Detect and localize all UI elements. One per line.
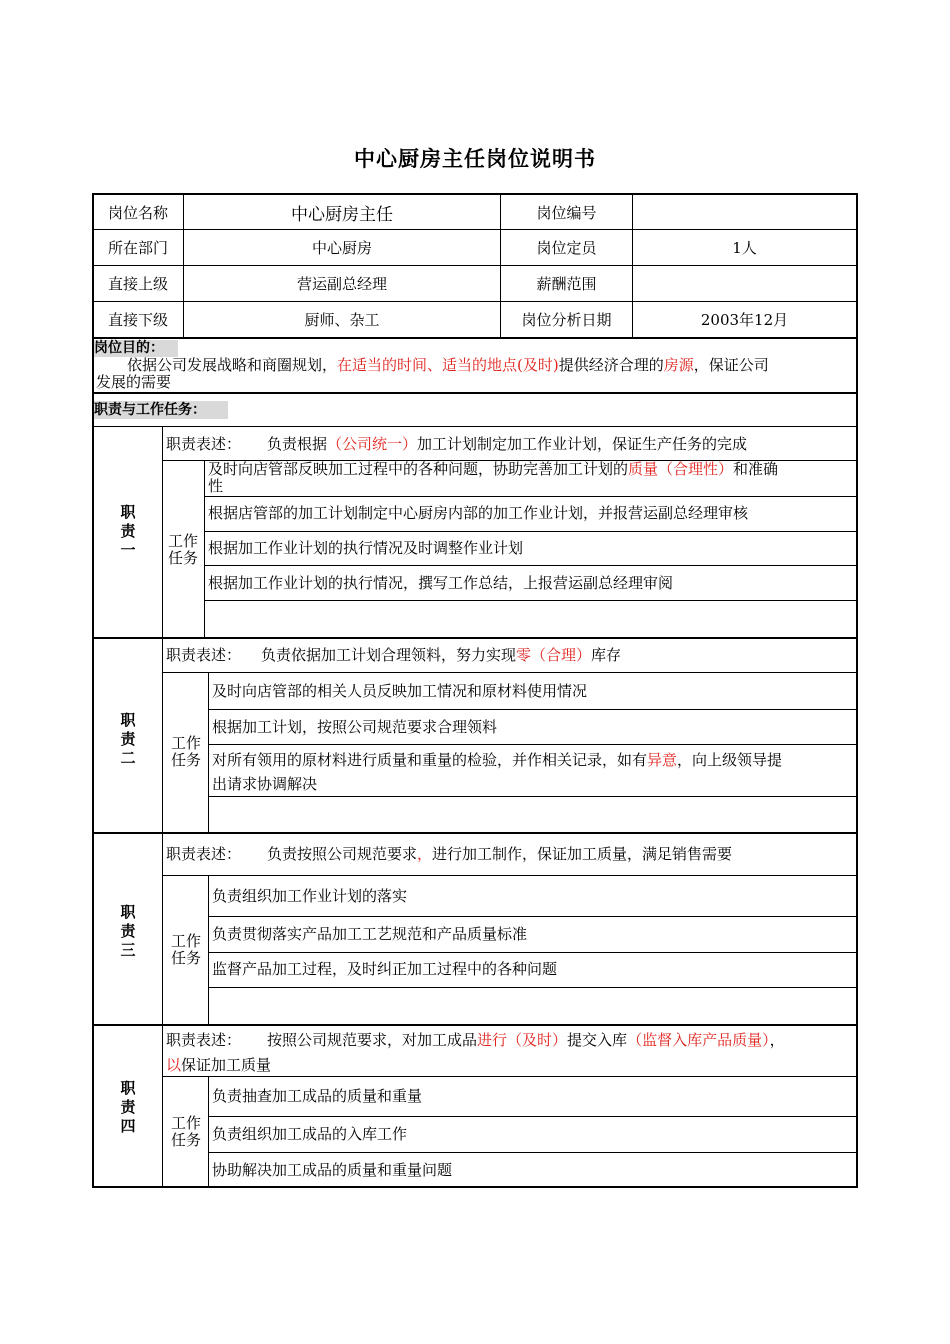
duty3-task-label: 工作 任务: [170, 932, 201, 967]
label-headcount: 岗位定员: [536, 239, 597, 257]
duty3-description: 职责表述： 负责按照公司规范要求，进行加工制作，保证加工质量，满足销售需要: [166, 845, 733, 863]
duty1-task-1: 及时向店管部反映加工过程中的各种问题，协助完善加工计划的质量（合理性）和准确 性: [208, 460, 779, 495]
value-department: 中心厨房: [311, 239, 372, 257]
duty2-task-1: 及时向店管部的相关人员反映加工情况和原材料使用情况: [212, 682, 588, 700]
purpose-text: 依据公司发展战略和商圈规划，在适当的时间、适当的地点(及时)提供经济合理的房源，保证公司: [127, 356, 769, 374]
duty3-name: 职 责 三: [120, 903, 136, 959]
duty2-task-2: 根据加工计划，按照公司规范要求合理领料: [212, 718, 498, 736]
duty4-task-2: 负责组织加工成品的入库工作: [212, 1125, 408, 1143]
duty4-task-label: 工作 任务: [170, 1114, 201, 1149]
duty2-name: 职 责 二: [120, 711, 136, 767]
duty3-task-1: 负责组织加工作业计划的落实: [212, 887, 408, 905]
duty3-task-3: 监督产品加工过程，及时纠正加工过程中的各种问题: [212, 960, 558, 978]
duty4-description: 职责表述： 按照公司规范要求，对加工成品进行（及时）提交入库（监督入库产品质量）， 以保证加工质量: [166, 1031, 785, 1074]
duty2-description: 职责表述： 负责依据加工计划合理领料，努力实现零（合理）库存: [166, 646, 622, 664]
duty4-task-3: 协助解决加工成品的质量和重量问题: [212, 1161, 453, 1179]
duties-label: 职责与工作任务：: [94, 401, 228, 419]
label-position-code: 岗位编号: [536, 203, 597, 222]
purpose-label: 岗位目的：: [94, 340, 178, 357]
value-supervisor: 营运副总经理: [296, 275, 387, 293]
duty1-description: 职责表述： 负责根据（公司统一）加工计划制定加工作业计划，保证生产任务的完成: [166, 435, 748, 453]
purpose-text-line2: 发展的需要: [96, 373, 172, 391]
value-subordinates: 厨师、杂工: [304, 311, 380, 329]
duty3-task-2: 负责贯彻落实产品加工工艺规范和产品质量标准: [212, 925, 528, 943]
label-analysis-date: 岗位分析日期: [521, 311, 612, 329]
label-department: 所在部门: [107, 239, 168, 257]
label-salary-range: 薪酬范围: [536, 275, 597, 293]
page-title: 中心厨房主任岗位说明书: [354, 147, 596, 171]
value-salary-range: [633, 266, 856, 301]
value-analysis-date: 2003年12月: [700, 311, 789, 329]
value-position-name: 中心厨房主任: [291, 204, 393, 225]
duty1-name: 职 责 一: [120, 503, 136, 559]
duty1-task-3: 根据加工作业计划的执行情况及时调整作业计划: [208, 539, 524, 557]
duty4-task-1: 负责抽查加工成品的质量和重量: [212, 1087, 423, 1105]
duty1-task-2: 根据店管部的加工计划制定中心厨房内部的加工作业计划，并报营运副总经理审核: [208, 504, 749, 522]
duty1-task-4: 根据加工作业计划的执行情况，撰写工作总结，上报营运副总经理审阅: [208, 574, 674, 592]
label-supervisor: 直接上级: [107, 275, 168, 293]
duty2-task-label: 工作 任务: [170, 734, 201, 769]
duty2-task-3: 对所有领用的原材料进行质量和重量的检验，并作相关记录，如有异意，向上级领导提 出请求协调解决: [212, 751, 783, 793]
label-subordinates: 直接下级: [107, 311, 168, 329]
value-headcount: 1人: [732, 239, 757, 257]
label-position-name: 岗位名称: [107, 203, 168, 222]
value-position-code: [633, 195, 856, 229]
duty1-task-label: 工作 任务: [167, 532, 198, 567]
duty4-name: 职 责 四: [120, 1079, 136, 1135]
